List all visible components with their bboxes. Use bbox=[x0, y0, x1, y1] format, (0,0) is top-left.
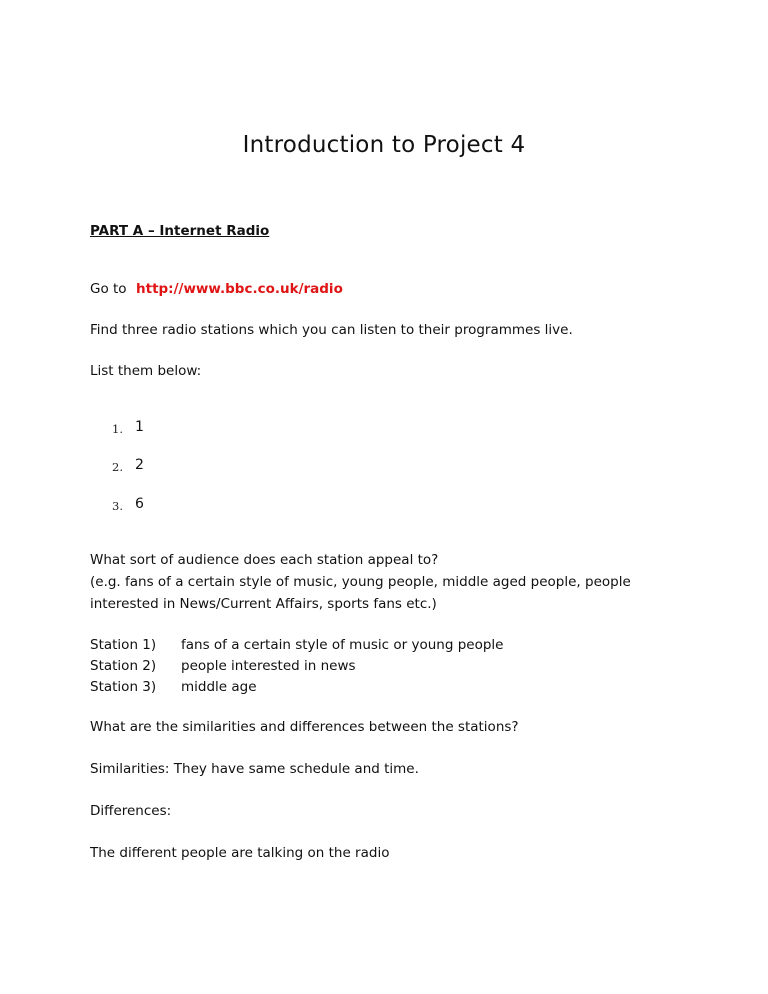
differences-label: Differences: bbox=[90, 803, 172, 819]
station-answer: fans of a certain style of music or young people bbox=[181, 637, 504, 653]
audience-question: What sort of audience does each station appeal to? bbox=[90, 552, 439, 568]
list-number: 3. bbox=[112, 499, 123, 513]
list-number: 2. bbox=[112, 460, 123, 474]
list-item-value: 6 bbox=[135, 496, 144, 512]
list-number: 1. bbox=[112, 422, 123, 436]
instruction-find: Find three radio stations which you can listen to their programmes live. bbox=[90, 322, 573, 338]
station-answer: people interested in news bbox=[181, 658, 356, 674]
bbc-radio-link[interactable]: http://www.bbc.co.uk/radio bbox=[136, 281, 343, 297]
compare-question: What are the similarities and differences between the stations? bbox=[90, 719, 519, 735]
section-heading: PART A – Internet Radio bbox=[90, 223, 270, 239]
station-answer: middle age bbox=[181, 679, 257, 695]
station-label: Station 2) bbox=[90, 658, 157, 674]
station-label: Station 3) bbox=[90, 679, 157, 695]
similarities-answer: Similarities: They have same schedule and time. bbox=[90, 761, 419, 777]
page-title: Introduction to Project 4 bbox=[242, 132, 526, 158]
audience-question-examples-cont: interested in News/Current Affairs, sports fans etc.) bbox=[90, 596, 437, 612]
differences-answer: The different people are talking on the radio bbox=[90, 845, 390, 861]
audience-question-examples: (e.g. fans of a certain style of music, young people, middle aged people, people bbox=[90, 574, 631, 590]
goto-label: Go to bbox=[90, 281, 127, 297]
list-item-value: 1 bbox=[135, 419, 144, 435]
station-label: Station 1) bbox=[90, 637, 157, 653]
list-item-value: 2 bbox=[135, 457, 144, 473]
instruction-list: List them below: bbox=[90, 363, 202, 379]
